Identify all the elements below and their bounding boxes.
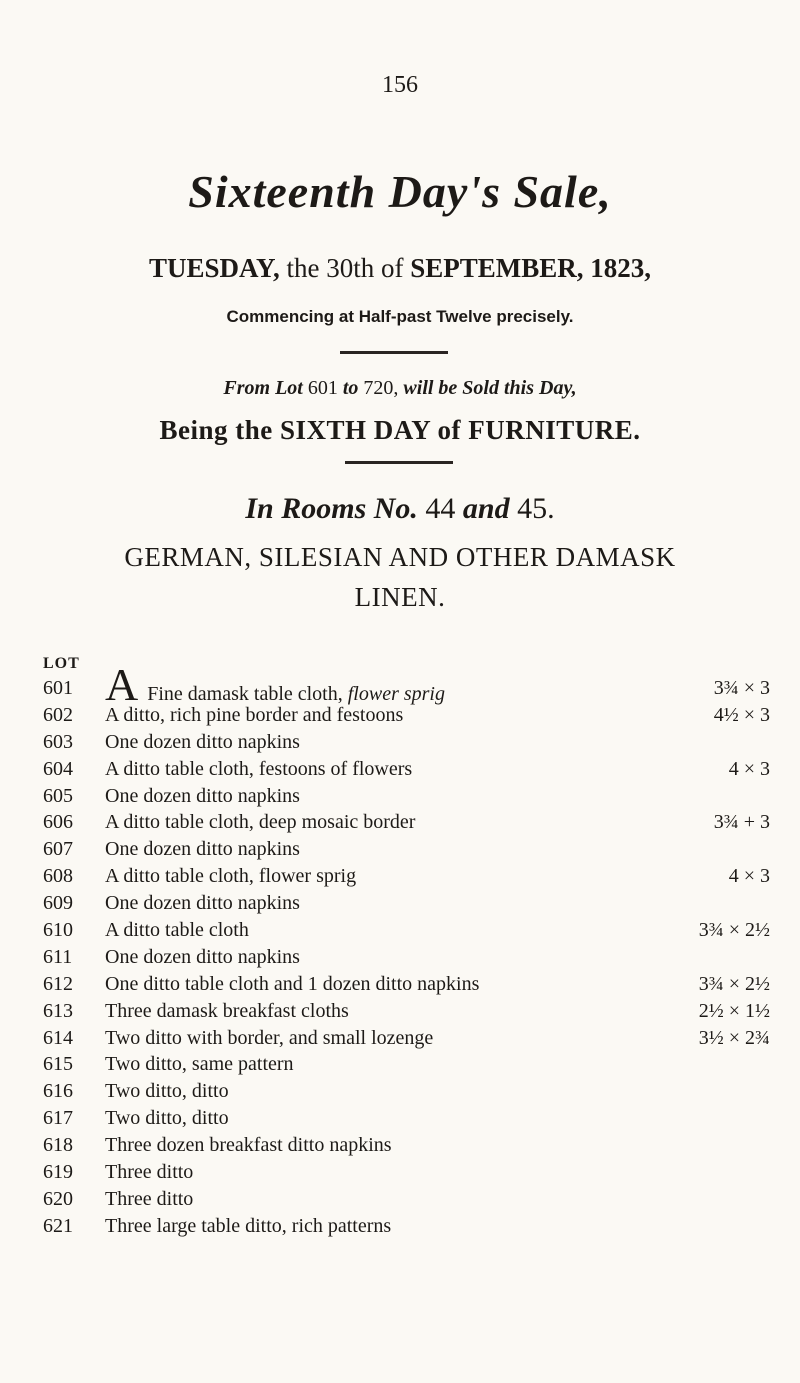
lot-dimensions: 2½ × 1½ [698,999,770,1022]
lot-number: 611 [43,945,73,968]
lot-range-start: 601 [307,377,338,399]
lot-description-text: One dozen ditto napkins [105,892,300,915]
lot-description-text: Three damask breakfast cloths [105,999,349,1022]
lot-description [105,998,349,1025]
lot-number: 621 [43,1214,73,1237]
section-heading-line-2: LINEN. [354,582,446,612]
lot-description [105,1025,433,1052]
lot-description-text: One dozen ditto napkins [105,730,300,753]
lot-number: 612 [43,972,73,995]
lot-row [0,702,800,729]
lot-row [0,659,800,710]
lot-range-rest: will be Sold this Day, [403,377,577,399]
lot-range-end: 720, [363,377,399,399]
page-number: 156 [382,72,418,98]
lot-description [105,1078,229,1105]
lot-dimensions: 4½ × 3 [713,703,770,726]
lot-number: 607 [43,838,73,861]
sale-day-heading: Being the SIXTH DAY of FURNITURE. [159,415,641,445]
lot-row [0,1025,800,1052]
lot-dimensions: 4 × 3 [728,865,770,888]
lot-description [105,917,249,944]
lot-description [105,729,300,756]
lot-description [105,809,415,836]
lot-description-text: A ditto table cloth, festoons of flowers [105,757,413,780]
lot-description [105,1051,294,1078]
lot-number: 606 [43,811,73,834]
lot-row [0,944,800,971]
lot-description-italic: flower sprig [347,683,445,705]
lot-list [0,659,800,1240]
lot-description-text: Fine damask table cloth, [142,683,348,705]
lot-description-text: Two ditto, ditto [105,1107,229,1130]
rooms-label: In Rooms No. [245,492,418,525]
lot-number: 619 [43,1161,73,1184]
lot-row [0,1186,800,1213]
lot-number: 610 [43,919,73,942]
lot-number: 605 [43,784,73,807]
lot-row [0,783,800,810]
drop-cap-letter: A [105,659,139,710]
room-number-1: 44 [425,492,456,525]
divider-rule [345,461,453,464]
lot-row [0,863,800,890]
rooms-line [0,492,800,526]
lot-row [0,1132,800,1159]
lot-row [0,836,800,863]
lot-number: 620 [43,1187,73,1210]
lot-row [0,998,800,1025]
lot-description-text: Three ditto [105,1187,194,1210]
lot-number: 603 [43,730,73,753]
lot-range-line [0,377,800,400]
lot-number: 601 [43,677,73,699]
page-title: Sixteenth Day's Sale, [188,166,612,217]
lot-range-to: to [342,377,359,399]
lot-row [0,1051,800,1078]
lot-range-from: From Lot [223,377,303,399]
lot-row [0,809,800,836]
lot-description [105,890,300,917]
rooms-and: and [462,492,510,525]
lot-description [105,1105,229,1132]
lot-description [105,702,403,729]
lot-description-text: One ditto table cloth and 1 dozen ditto napkins [105,972,480,995]
lot-description-text: Two ditto, ditto [105,1080,229,1103]
lot-number: 602 [43,703,73,726]
lot-description-text: Three dozen breakfast ditto napkins [105,1134,392,1157]
lot-description-text: One dozen ditto napkins [105,945,300,968]
lot-dimensions: 3¾ × 2½ [698,919,770,942]
lot-description-text: Two ditto, same pattern [105,1053,294,1076]
lot-dimensions: 3½ × 2¾ [698,1026,770,1049]
lot-description-text: A ditto table cloth [105,919,249,942]
lot-dimensions: 3¾ + 3 [713,811,770,834]
divider-rule [340,351,448,354]
lot-description-text: A ditto table cloth, deep mosaic border [105,811,416,834]
lot-row [0,756,800,783]
lot-description [105,783,300,810]
date-middle: the 30th of [279,253,411,283]
date-line [0,253,800,284]
lot-description [105,1132,392,1159]
lot-description [105,971,479,998]
date-weekday: TUESDAY, [148,253,280,283]
lot-number: 608 [43,865,73,888]
lot-dimensions: 3¾ × 2½ [698,972,770,995]
lot-description [105,863,356,890]
date-month-year: SEPTEMBER, 1823, [410,253,652,283]
lot-number: 615 [43,1053,73,1076]
lot-description [105,836,300,863]
lot-number: 617 [43,1107,73,1130]
lot-description [105,756,412,783]
lot-description-text: One dozen ditto napkins [105,838,300,861]
lot-description-text: Two ditto with border, and small lozenge [105,1026,434,1049]
lot-dimensions: 4 × 3 [728,757,770,780]
lot-dimensions: 3¾ × 3 [713,677,770,699]
lot-description [105,1159,193,1186]
lot-description [105,944,300,971]
lot-row [0,971,800,998]
section-heading-line-1: GERMAN, SILESIAN AND OTHER DAMASK [124,542,676,572]
lot-number: 604 [43,757,73,780]
lot-description-text: Three ditto [105,1161,194,1184]
lot-number: 616 [43,1080,73,1103]
lot-description-text: Three large table ditto, rich patterns [105,1214,392,1237]
lot-row [0,890,800,917]
lot-description-text: One dozen ditto napkins [105,784,300,807]
lot-number: 618 [43,1134,73,1157]
lot-number: 614 [43,1026,73,1049]
lot-description-text: A ditto table cloth, flower sprig [105,865,357,888]
lot-column-header: LOT [43,655,80,672]
start-time-note: Commencing at Half-past Twelve precisely. [226,307,574,326]
lot-description-text: A ditto, rich pine border and festoons [105,703,404,726]
lot-row [0,729,800,756]
lot-description [105,1213,391,1240]
lot-row [0,1078,800,1105]
lot-row [0,1105,800,1132]
room-number-2: 45. [517,492,555,525]
lot-number: 609 [43,892,73,915]
lot-row [0,1159,800,1186]
lot-row [0,917,800,944]
lot-description [105,1186,193,1213]
lot-row [0,1213,800,1240]
lot-number: 613 [43,999,73,1022]
